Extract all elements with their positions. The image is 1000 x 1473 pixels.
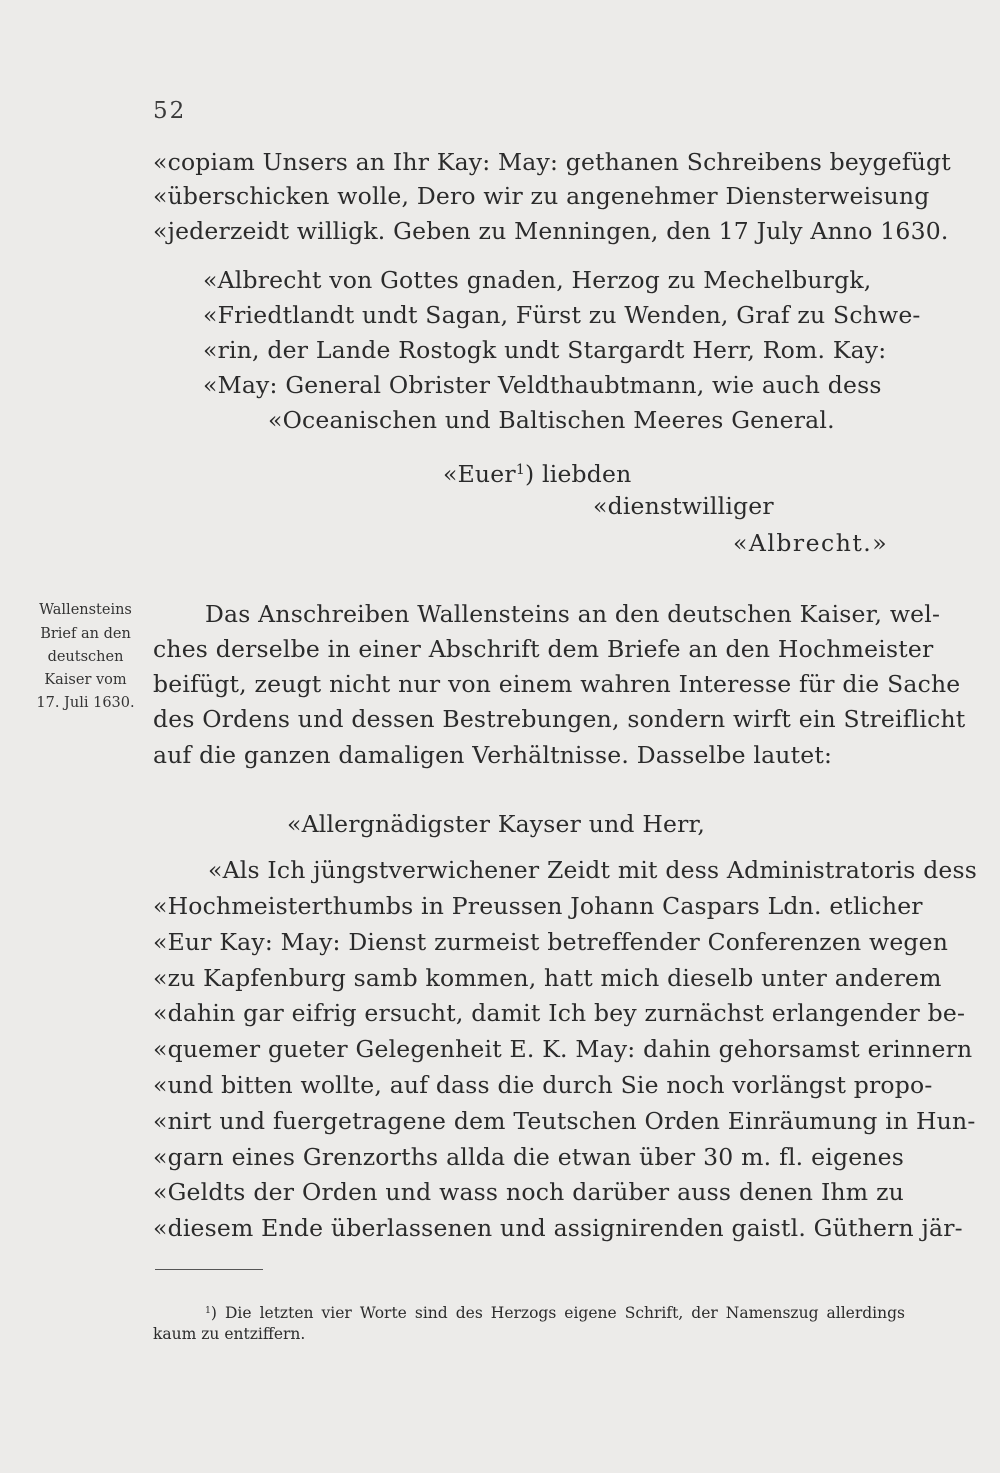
text-line: «überschicken wolle, Dero wir zu angenehmer Diensterweisung [153, 182, 930, 210]
signature-line-2: «dienstwilliger [593, 492, 774, 520]
footnote-marker: 1 [205, 1305, 211, 1316]
margin-note-line: Wallensteins [39, 602, 132, 618]
text-line: «garn eines Grenzorths allda die etwan über 30 m. fl. eigenes [153, 1143, 904, 1171]
text-line: «Eur Kay: May: Dienst zurmeist betreffender Conferenzen wegen [153, 928, 949, 956]
footnote-line: kaum zu entziffern. [153, 1325, 306, 1343]
text-line: «diesem Ende überlassenen und assignirenden gaistl. Güthern jär- [153, 1214, 963, 1242]
text-line: auf die ganzen damaligen Verhältnisse. Dasselbe lautet: [153, 741, 833, 769]
text-line: «dahin gar eifrig ersucht, damit Ich bey zurnächst erlangender be- [153, 999, 966, 1027]
signature-name: «Albrecht.» [733, 529, 889, 557]
text-line: ches derselbe in einer Abschrift dem Briefe an den Hochmeister [153, 635, 934, 663]
title-line: «Oceanischen und Baltischen Meeres General. [268, 406, 835, 434]
text-line: beifügt, zeugt nicht nur von einem wahren Interesse für die Sache [153, 670, 961, 698]
footnote-divider [155, 1269, 263, 1270]
text-line: «nirt und fuergetragene dem Teutschen Orden Einräumung in Hun- [153, 1107, 976, 1135]
signature-text: ) liebden [524, 459, 632, 488]
title-line: «May: General Obrister Veldthaubtmann, wie auch dess [203, 371, 882, 399]
margin-note-line: Brief an den [40, 626, 131, 642]
footnote-line [205, 1299, 905, 1325]
text-line: Das Anschreiben Wallensteins an den deutschen Kaiser, wel- [205, 600, 941, 628]
text-line: «Als Ich jüngstverwichener Zeidt mit dess Administratoris dess [208, 856, 978, 884]
text-line: des Ordens und dessen Bestrebungen, sondern wirft ein Streiflicht [153, 705, 966, 733]
salutation: «Allergnädigster Kayser und Herr, [287, 810, 706, 838]
footnote-text: ) Die letzten vier Worte sind des Herzogs eigene Schrift, der Namenszug allerdings [210, 1304, 905, 1323]
text-line: «Hochmeisterthumbs in Preussen Johann Caspars Ldn. etlicher [153, 892, 923, 920]
footnote-marker: 1 [515, 462, 525, 478]
text-line: «jederzeidt willigk. Geben zu Menningen, den 17 July Anno 1630. [153, 217, 949, 245]
text-line: «quemer gueter Gelegenheit E. K. May: dahin gehorsamst erinnern [153, 1035, 973, 1063]
text-line: «und bitten wollte, auf dass die durch Sie noch vorlängst propo- [153, 1071, 933, 1099]
text-line: «copiam Unsers an Ihr Kay: May: gethanen Schreibens beygefügt [153, 148, 951, 176]
title-line: «Friedtlandt undt Sagan, Fürst zu Wenden, Graf zu Schwe- [203, 301, 921, 329]
text-line: «zu Kapfenburg samb kommen, hatt mich dieselb unter anderem [153, 964, 942, 992]
margin-note-line: deutschen [47, 649, 124, 665]
margin-note-line: Kaiser vom [44, 672, 127, 688]
margin-note-line: 17. Juli 1630. [36, 695, 135, 711]
text-line: «Geldts der Orden und wass noch darüber auss denen Ihm zu [153, 1178, 904, 1206]
title-line: «Albrecht von Gottes gnaden, Herzog zu Mechelburgk, [203, 266, 872, 294]
page-number: 52 [153, 98, 187, 124]
title-line: «rin, der Lande Rostogk undt Stargardt Herr, Rom. Kay: [203, 336, 887, 364]
signature-line-1 [443, 452, 632, 492]
signature-text: «Euer [443, 459, 516, 488]
